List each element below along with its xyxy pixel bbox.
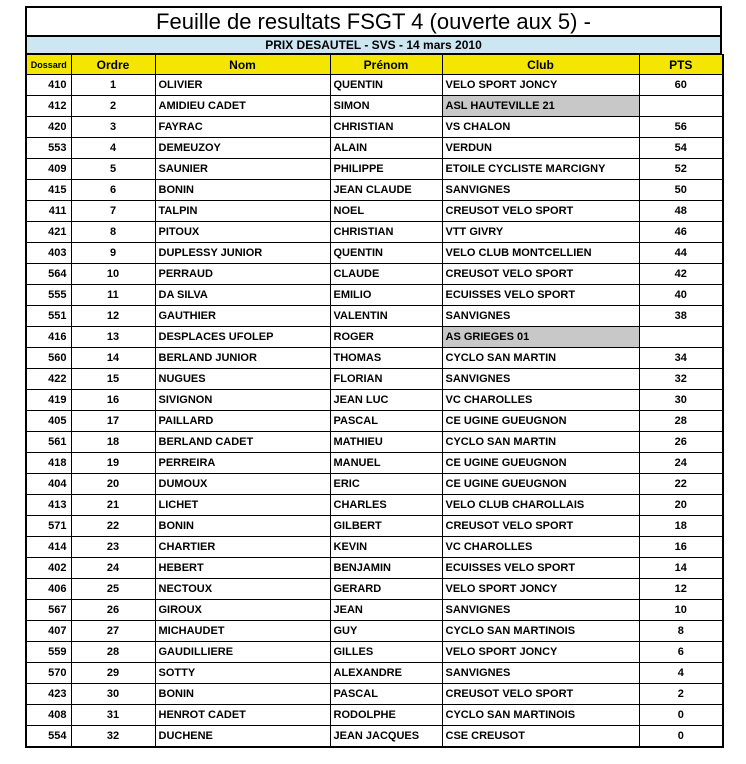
ordre-cell: 16: [71, 390, 155, 411]
prenom-cell: BENJAMIN: [330, 558, 442, 579]
pts-cell: 56: [639, 117, 723, 138]
prenom-cell: EMILIO: [330, 285, 442, 306]
prenom-cell: PASCAL: [330, 684, 442, 705]
prenom-cell: JEAN: [330, 600, 442, 621]
prenom-cell: SIMON: [330, 96, 442, 117]
club-cell: CSE CREUSOT: [442, 726, 639, 748]
table-row: [26, 621, 723, 642]
dossard-cell: 564: [26, 264, 71, 285]
dossard-cell: 555: [26, 285, 71, 306]
prenom-cell: FLORIAN: [330, 369, 442, 390]
pts-cell: [639, 96, 723, 117]
club-cell: SANVIGNES: [442, 663, 639, 684]
nom-cell: HENROT CADET: [155, 705, 330, 726]
nom-cell: DA SILVA: [155, 285, 330, 306]
table-row: [26, 453, 723, 474]
club-cell: CYCLO SAN MARTIN: [442, 348, 639, 369]
prenom-cell: RODOLPHE: [330, 705, 442, 726]
dossard-cell: 420: [26, 117, 71, 138]
dossard-cell: 406: [26, 579, 71, 600]
results-table: [25, 54, 724, 748]
table-row: [26, 285, 723, 306]
nom-cell: BERLAND CADET: [155, 432, 330, 453]
table-row: [26, 96, 723, 117]
club-cell: SANVIGNES: [442, 600, 639, 621]
dossard-cell: 571: [26, 516, 71, 537]
club-cell: SANVIGNES: [442, 306, 639, 327]
dossard-cell: 414: [26, 537, 71, 558]
table-row: [26, 579, 723, 600]
ordre-cell: 30: [71, 684, 155, 705]
pts-cell: 32: [639, 369, 723, 390]
results-body: [26, 75, 723, 748]
dossard-cell: 554: [26, 726, 71, 748]
prenom-cell: GILBERT: [330, 516, 442, 537]
club-cell: VS CHALON: [442, 117, 639, 138]
dossard-cell: 409: [26, 159, 71, 180]
ordre-cell: 24: [71, 558, 155, 579]
column-header-club: Club: [442, 55, 639, 75]
dossard-cell: 560: [26, 348, 71, 369]
prenom-cell: VALENTIN: [330, 306, 442, 327]
table-row: [26, 663, 723, 684]
prenom-cell: CHARLES: [330, 495, 442, 516]
ordre-cell: 25: [71, 579, 155, 600]
nom-cell: CHARTIER: [155, 537, 330, 558]
ordre-cell: 23: [71, 537, 155, 558]
prenom-cell: QUENTIN: [330, 243, 442, 264]
dossard-cell: 413: [26, 495, 71, 516]
dossard-cell: 416: [26, 327, 71, 348]
club-cell: SANVIGNES: [442, 180, 639, 201]
table-row: [26, 516, 723, 537]
prenom-cell: CHRISTIAN: [330, 222, 442, 243]
ordre-cell: 9: [71, 243, 155, 264]
dossard-cell: 411: [26, 201, 71, 222]
ordre-cell: 21: [71, 495, 155, 516]
dossard-cell: 570: [26, 663, 71, 684]
prenom-cell: GUY: [330, 621, 442, 642]
club-cell: VELO CLUB MONTCELLIEN: [442, 243, 639, 264]
prenom-cell: PASCAL: [330, 411, 442, 432]
table-row: [26, 75, 723, 96]
club-cell: CE UGINE GUEUGNON: [442, 453, 639, 474]
table-row: [26, 138, 723, 159]
pts-cell: 44: [639, 243, 723, 264]
table-row: [26, 411, 723, 432]
column-header-nom: Nom: [155, 55, 330, 75]
club-cell: VERDUN: [442, 138, 639, 159]
prenom-cell: ERIC: [330, 474, 442, 495]
table-row: [26, 474, 723, 495]
ordre-cell: 13: [71, 327, 155, 348]
pts-cell: 8: [639, 621, 723, 642]
club-cell: CE UGINE GUEUGNON: [442, 474, 639, 495]
ordre-cell: 1: [71, 75, 155, 96]
table-row: [26, 558, 723, 579]
prenom-cell: NOEL: [330, 201, 442, 222]
results-sheet: [25, 6, 722, 748]
club-cell: ECUISSES VELO SPORT: [442, 285, 639, 306]
pts-cell: 40: [639, 285, 723, 306]
prenom-cell: JEAN LUC: [330, 390, 442, 411]
ordre-cell: 2: [71, 96, 155, 117]
prenom-cell: ALAIN: [330, 138, 442, 159]
club-cell: CYCLO SAN MARTINOIS: [442, 621, 639, 642]
dossard-cell: 553: [26, 138, 71, 159]
club-cell: CE UGINE GUEUGNON: [442, 411, 639, 432]
ordre-cell: 20: [71, 474, 155, 495]
club-cell: CREUSOT VELO SPORT: [442, 201, 639, 222]
nom-cell: SOTTY: [155, 663, 330, 684]
table-row: [26, 726, 723, 748]
pts-cell: 12: [639, 579, 723, 600]
pts-cell: 46: [639, 222, 723, 243]
prenom-cell: GILLES: [330, 642, 442, 663]
prenom-cell: THOMAS: [330, 348, 442, 369]
table-row: [26, 642, 723, 663]
table-row: [26, 264, 723, 285]
nom-cell: PAILLARD: [155, 411, 330, 432]
pts-cell: 0: [639, 705, 723, 726]
club-cell: VC CHAROLLES: [442, 537, 639, 558]
club-cell: CREUSOT VELO SPORT: [442, 684, 639, 705]
dossard-cell: 415: [26, 180, 71, 201]
race-subtitle: PRIX DESAUTEL - SVS - 14 mars 2010: [25, 35, 722, 54]
table-row: [26, 600, 723, 621]
nom-cell: BERLAND JUNIOR: [155, 348, 330, 369]
dossard-cell: 412: [26, 96, 71, 117]
column-header-ordre: Ordre: [71, 55, 155, 75]
dossard-cell: 419: [26, 390, 71, 411]
nom-cell: OLIVIER: [155, 75, 330, 96]
pts-cell: 18: [639, 516, 723, 537]
table-row: [26, 705, 723, 726]
pts-cell: 20: [639, 495, 723, 516]
club-cell: VELO SPORT JONCY: [442, 642, 639, 663]
nom-cell: BONIN: [155, 684, 330, 705]
pts-cell: 54: [639, 138, 723, 159]
ordre-cell: 14: [71, 348, 155, 369]
prenom-cell: MANUEL: [330, 453, 442, 474]
ordre-cell: 4: [71, 138, 155, 159]
column-header-dossard: Dossard: [26, 55, 71, 75]
dossard-cell: 423: [26, 684, 71, 705]
pts-cell: 6: [639, 642, 723, 663]
nom-cell: BONIN: [155, 516, 330, 537]
table-row: [26, 327, 723, 348]
ordre-cell: 27: [71, 621, 155, 642]
nom-cell: NUGUES: [155, 369, 330, 390]
table-row: [26, 537, 723, 558]
prenom-cell: ALEXANDRE: [330, 663, 442, 684]
ordre-cell: 12: [71, 306, 155, 327]
pts-cell: 38: [639, 306, 723, 327]
dossard-cell: 418: [26, 453, 71, 474]
nom-cell: GIROUX: [155, 600, 330, 621]
club-cell: AS GRIEGES 01: [442, 327, 639, 348]
nom-cell: LICHET: [155, 495, 330, 516]
table-row: [26, 684, 723, 705]
ordre-cell: 11: [71, 285, 155, 306]
club-cell: VC CHAROLLES: [442, 390, 639, 411]
nom-cell: PITOUX: [155, 222, 330, 243]
pts-cell: 22: [639, 474, 723, 495]
pts-cell: 4: [639, 663, 723, 684]
nom-cell: PERREIRA: [155, 453, 330, 474]
table-row: [26, 306, 723, 327]
club-cell: VELO SPORT JONCY: [442, 579, 639, 600]
table-row: [26, 348, 723, 369]
ordre-cell: 10: [71, 264, 155, 285]
pts-cell: 0: [639, 726, 723, 748]
ordre-cell: 17: [71, 411, 155, 432]
table-row: [26, 243, 723, 264]
pts-cell: 26: [639, 432, 723, 453]
table-row: [26, 495, 723, 516]
pts-cell: 14: [639, 558, 723, 579]
ordre-cell: 5: [71, 159, 155, 180]
club-cell: ASL HAUTEVILLE 21: [442, 96, 639, 117]
ordre-cell: 15: [71, 369, 155, 390]
pts-cell: 50: [639, 180, 723, 201]
nom-cell: BONIN: [155, 180, 330, 201]
ordre-cell: 6: [71, 180, 155, 201]
table-row: [26, 222, 723, 243]
nom-cell: HEBERT: [155, 558, 330, 579]
pts-cell: 28: [639, 411, 723, 432]
nom-cell: SIVIGNON: [155, 390, 330, 411]
dossard-cell: 561: [26, 432, 71, 453]
ordre-cell: 7: [71, 201, 155, 222]
page-title: Feuille de resultats FSGT 4 (ouverte aux 5) -: [25, 6, 722, 35]
nom-cell: SAUNIER: [155, 159, 330, 180]
pts-cell: 42: [639, 264, 723, 285]
nom-cell: MICHAUDET: [155, 621, 330, 642]
column-header-prenom: Prénom: [330, 55, 442, 75]
dossard-cell: 404: [26, 474, 71, 495]
table-row: [26, 159, 723, 180]
dossard-cell: 407: [26, 621, 71, 642]
header-row: [26, 55, 723, 75]
ordre-cell: 32: [71, 726, 155, 748]
nom-cell: DEMEUZOY: [155, 138, 330, 159]
club-cell: CYCLO SAN MARTINOIS: [442, 705, 639, 726]
nom-cell: DUPLESSY JUNIOR: [155, 243, 330, 264]
prenom-cell: CLAUDE: [330, 264, 442, 285]
table-row: [26, 201, 723, 222]
pts-cell: 16: [639, 537, 723, 558]
table-row: [26, 117, 723, 138]
ordre-cell: 26: [71, 600, 155, 621]
dossard-cell: 402: [26, 558, 71, 579]
club-cell: SANVIGNES: [442, 369, 639, 390]
ordre-cell: 19: [71, 453, 155, 474]
nom-cell: GAUDILLIERE: [155, 642, 330, 663]
pts-cell: 34: [639, 348, 723, 369]
dossard-cell: 403: [26, 243, 71, 264]
prenom-cell: PHILIPPE: [330, 159, 442, 180]
prenom-cell: KEVIN: [330, 537, 442, 558]
club-cell: VTT GIVRY: [442, 222, 639, 243]
table-row: [26, 180, 723, 201]
pts-cell: 10: [639, 600, 723, 621]
dossard-cell: 551: [26, 306, 71, 327]
nom-cell: DUCHENE: [155, 726, 330, 748]
nom-cell: DESPLACES UFOLEP: [155, 327, 330, 348]
pts-cell: 60: [639, 75, 723, 96]
club-cell: VELO CLUB CHAROLLAIS: [442, 495, 639, 516]
prenom-cell: GERARD: [330, 579, 442, 600]
ordre-cell: 18: [71, 432, 155, 453]
club-cell: CREUSOT VELO SPORT: [442, 516, 639, 537]
column-header-pts: PTS: [639, 55, 723, 75]
nom-cell: TALPIN: [155, 201, 330, 222]
table-row: [26, 432, 723, 453]
dossard-cell: 410: [26, 75, 71, 96]
prenom-cell: JEAN JACQUES: [330, 726, 442, 748]
pts-cell: 30: [639, 390, 723, 411]
pts-cell: 24: [639, 453, 723, 474]
nom-cell: GAUTHIER: [155, 306, 330, 327]
club-cell: VELO SPORT JONCY: [442, 75, 639, 96]
pts-cell: 48: [639, 201, 723, 222]
dossard-cell: 567: [26, 600, 71, 621]
club-cell: CYCLO SAN MARTIN: [442, 432, 639, 453]
ordre-cell: 22: [71, 516, 155, 537]
dossard-cell: 405: [26, 411, 71, 432]
ordre-cell: 29: [71, 663, 155, 684]
pts-cell: [639, 327, 723, 348]
pts-cell: 2: [639, 684, 723, 705]
nom-cell: PERRAUD: [155, 264, 330, 285]
nom-cell: DUMOUX: [155, 474, 330, 495]
pts-cell: 52: [639, 159, 723, 180]
nom-cell: NECTOUX: [155, 579, 330, 600]
prenom-cell: JEAN CLAUDE: [330, 180, 442, 201]
ordre-cell: 3: [71, 117, 155, 138]
table-row: [26, 369, 723, 390]
nom-cell: AMIDIEU CADET: [155, 96, 330, 117]
dossard-cell: 421: [26, 222, 71, 243]
prenom-cell: ROGER: [330, 327, 442, 348]
club-cell: ECUISSES VELO SPORT: [442, 558, 639, 579]
dossard-cell: 422: [26, 369, 71, 390]
club-cell: ETOILE CYCLISTE MARCIGNY: [442, 159, 639, 180]
prenom-cell: CHRISTIAN: [330, 117, 442, 138]
ordre-cell: 28: [71, 642, 155, 663]
ordre-cell: 8: [71, 222, 155, 243]
prenom-cell: MATHIEU: [330, 432, 442, 453]
prenom-cell: QUENTIN: [330, 75, 442, 96]
ordre-cell: 31: [71, 705, 155, 726]
table-row: [26, 390, 723, 411]
dossard-cell: 559: [26, 642, 71, 663]
dossard-cell: 408: [26, 705, 71, 726]
club-cell: CREUSOT VELO SPORT: [442, 264, 639, 285]
nom-cell: FAYRAC: [155, 117, 330, 138]
